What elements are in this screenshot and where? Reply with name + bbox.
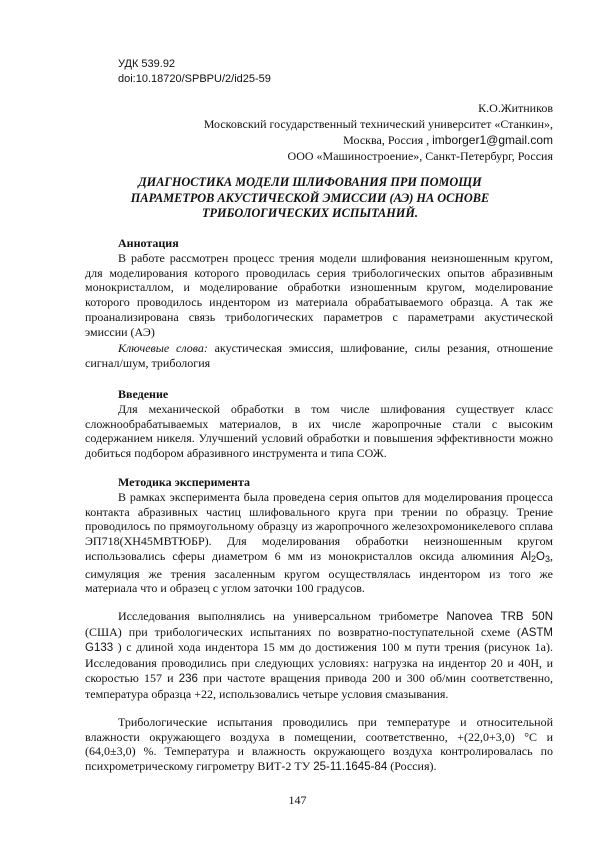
tu-number: 25-11.1645-84 bbox=[313, 761, 388, 774]
udk-code: УДК 539.92 bbox=[118, 58, 176, 70]
introduction-heading: Введение bbox=[118, 387, 169, 401]
methods-paragraph-3: Трибологические испытания проводились при температуре и относительной влажности окружающего воздуха в помещении, соответственно, +(22,0+3,0) °С и (64,0±3,0) %. Температура и влажность окружающего воздуха контролировалась по психрометрическому гигрометру ВИТ-2 ТУ 25-11.1645-84 (Россия). bbox=[85, 715, 553, 774]
abstract-text: В работе рассмотрен процесс трения модели шлифования неизношенным кругом, для моделирования которого проводилась серия трибологических опытов абразивным монокристаллом, и моделирование обработки изношенным кругом, моделирование которого проводилось индентором из материала обрабатываемого образца. А так же проанализирована связь трибологических параметров с параметрами акустической эмиссии (АЭ) bbox=[85, 251, 553, 339]
introduction-text: Для механической обработки в том числе шлифования существует класс сложнообрабатываемых материалов, в их числе жаропрочные стали с высоким содержанием никеля. Улучшений условий обработки и повышения эффективности можно добиться подбором абразивного инструмента и типа СОЖ. bbox=[85, 402, 553, 461]
methods-paragraph-1: В рамках эксперимента была проведена серия опытов для моделирования процесса контакта абразивных частиц шлифовального круга при трении по образцу. Трение проводилось по прямоугольному образцу из жаропрочного железохромоникелевого сплава ЭП718(ХН45МВТЮБР). Для моделирования обработки неизношенным кругом использовались сферы диаметром 6 мм из монокристаллов оксида алюминия $Al_2O_3$, симуляция же трения засаленным кругом осуществлялась индентором из того же материала что и образец с углом заточки 100 градусов. bbox=[85, 490, 553, 596]
tribometer-model: Nanovea TRB 50N bbox=[446, 611, 554, 623]
location-email bbox=[343, 132, 553, 148]
keywords-label: Ключевые слова: bbox=[118, 341, 208, 355]
affiliation-1: Московский государственный технический университет «Станкин», bbox=[203, 117, 553, 131]
doi: doi:10.18720/SPBPU/2/id25-59 bbox=[118, 73, 271, 85]
keywords-list: акустическая эмиссия, шлифование, силы резания, отношение сигнал/шум, трибология bbox=[85, 341, 553, 370]
paper-title: ДИАГНОСТИКА МОДЕЛИ ШЛИФОВАНИЯ ПРИ ПОМОЩИ ПАРАМЕТРОВ АКУСТИЧЕСКОЙ ЭМИССИИ (АЭ) НА ОСНОВЕ ТРИБОЛОГИЧЕСКИХ ИСПЫТАНИЙ. bbox=[130, 175, 490, 220]
keywords bbox=[85, 341, 553, 370]
methods-paragraph-2: Исследования выполнялись на универсальном трибометре Nanovea TRB 50N (США) при трибологических испытаниях по возвратно-поступательной схеме (ASTM G133 ) с длиной хода индентора 15 мм до достижения 100 м пути трения (рисунок 1а). Исследования проводились при следующих условиях: нагрузка на индентор 20 и 40Н, и скоростью 157 и 236 при частоте вращения привода 200 и 300 об/мин соответственно, температура образца +22, использовались четыре условия смазывания. bbox=[85, 609, 554, 701]
location: Москва, Россия , bbox=[343, 133, 433, 147]
affiliation-2: ООО «Машиностроение», Санкт-Петербург, Россия bbox=[287, 149, 553, 163]
formula-al2o3: $Al_2O_3$ bbox=[520, 550, 550, 564]
email-link[interactable]: imborger1@gmail.com bbox=[432, 133, 553, 147]
abstract-heading: Аннотация bbox=[118, 236, 179, 250]
page-number: 147 bbox=[288, 793, 307, 807]
astm-standard: ASTM G133 bbox=[85, 626, 553, 655]
author-name: К.О.Житников bbox=[478, 101, 553, 115]
methods-heading: Методика эксперимента bbox=[118, 475, 251, 489]
